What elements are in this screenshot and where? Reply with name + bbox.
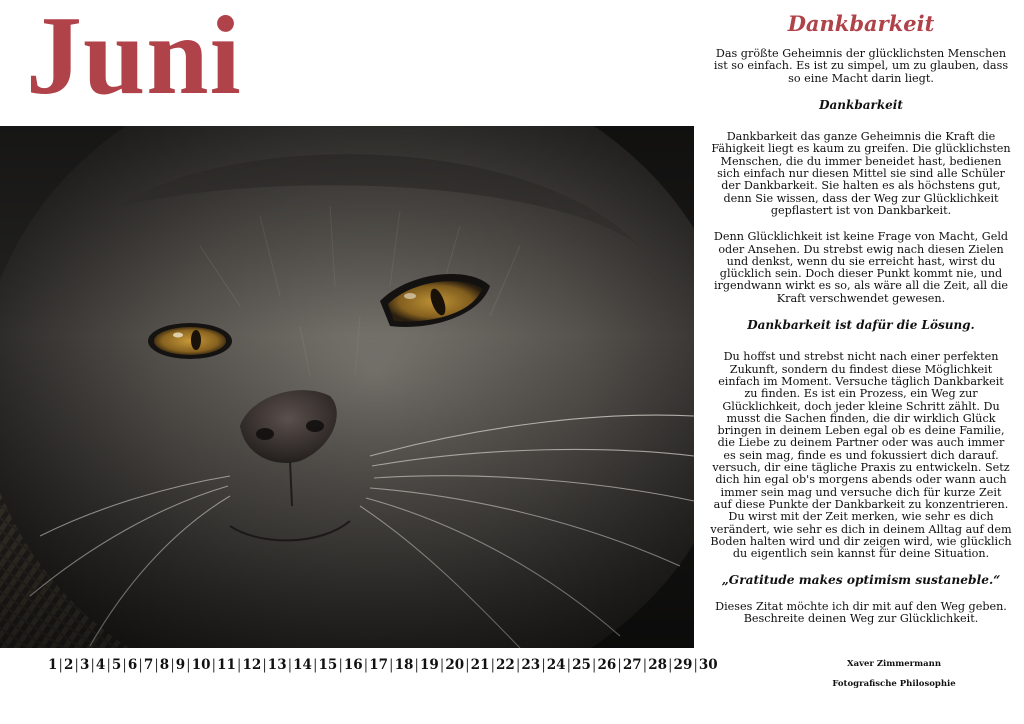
day-16 bbox=[344, 657, 369, 673]
day-number: 10 bbox=[191, 657, 211, 673]
cat-photo bbox=[0, 126, 694, 648]
day-8 bbox=[160, 657, 176, 673]
day-number: 7 bbox=[143, 657, 154, 673]
day-separator: | bbox=[90, 657, 95, 673]
day-separator: | bbox=[122, 657, 127, 673]
day-30 bbox=[699, 657, 718, 673]
day-separator: | bbox=[186, 657, 191, 673]
day-list bbox=[48, 657, 748, 673]
article bbox=[700, 12, 1022, 625]
day-number: 25 bbox=[572, 657, 591, 673]
day-separator: | bbox=[617, 657, 622, 673]
day-25 bbox=[572, 657, 597, 673]
day-number: 23 bbox=[521, 657, 541, 673]
day-number: 13 bbox=[267, 657, 287, 673]
day-separator: | bbox=[642, 657, 648, 673]
day-number: 29 bbox=[673, 657, 693, 673]
day-separator: | bbox=[287, 657, 293, 673]
day-24 bbox=[547, 657, 572, 673]
day-10 bbox=[192, 657, 217, 673]
day-number: 8 bbox=[159, 657, 170, 673]
day-number: 16 bbox=[343, 657, 363, 673]
day-number: 24 bbox=[546, 657, 566, 673]
day-3 bbox=[80, 657, 96, 673]
day-29 bbox=[674, 657, 699, 673]
day-separator: | bbox=[439, 657, 445, 673]
day-23 bbox=[521, 657, 546, 673]
day-14 bbox=[293, 657, 318, 673]
day-number: 17 bbox=[369, 657, 389, 673]
day-separator: | bbox=[389, 657, 394, 673]
day-6 bbox=[128, 657, 144, 673]
day-number: 18 bbox=[394, 657, 414, 673]
day-number: 27 bbox=[622, 657, 642, 673]
day-26 bbox=[597, 657, 622, 673]
day-15 bbox=[319, 657, 344, 673]
day-separator: | bbox=[591, 657, 597, 673]
day-12 bbox=[242, 657, 267, 673]
day-number: 5 bbox=[111, 657, 122, 673]
paragraph-1: Dankbarkeit das ganze Geheimnis die Kraft die Fähigkeit liegt es kaum zu greifen. Die glücklichsten Menschen, die du immer beneidet hast, bedienen sich einfach nur diesen Mittel sie sind alle Schüler der Dankbarkeit. Sie halten es als höchstens gut, denn Sie wissen, dass der Weg zur Glücklichkeit gepflastert ist von Dankbarkeit. bbox=[711, 130, 1011, 217]
day-5 bbox=[112, 657, 128, 673]
day-number: 28 bbox=[648, 657, 667, 673]
day-13 bbox=[268, 657, 293, 673]
quote: „Gratitude makes optimism sustaneble.“ bbox=[721, 573, 1001, 588]
day-17 bbox=[369, 657, 394, 673]
day-separator: | bbox=[106, 657, 111, 673]
closing-paragraph: Dieses Zitat möchte ich dir mit auf den Weg geben. Beschreite deinen Weg zur Glücklichkeit. bbox=[715, 599, 1007, 625]
day-number: 4 bbox=[95, 657, 106, 673]
day-separator: | bbox=[515, 657, 521, 673]
day-28 bbox=[648, 657, 673, 673]
day-number: 15 bbox=[318, 657, 338, 673]
day-number: 20 bbox=[445, 657, 465, 673]
paragraph-3: Du hoffst und strebst nicht nach einer perfekten Zukunft, sondern du findest diese Möglichkeit einfach im Moment. Versuche täglich Dankbarkeit zu finden. Es ist ein Prozess, ein Weg zur Glücklichkeit, doch jeder kleine Schritt zählt. Du musst die Sachen finden, die dir wirklich Glück bringen in deinem Leben egal ob es deine Familie, die Liebe zu deinem Partner oder was auch immer es sein mag, finde es und fokussiert dich darauf. versuch, dir eine tägliche Praxis zu entwickeln. Setz dich hin egal ob's morgens abends oder wann auch immer sein mag und versuche dich für kurze Zeit auf diese Punkte der Dankbarkeit zu konzentrieren. Du wirst mit der Zeit merken, wie sehr es dich verändert, wie sehr es dich in deinem Alltag auf dem Boden halten wird und dir zeigen wird, wie glücklich du eigentlich sein kannst für deine Situation. bbox=[710, 350, 1012, 561]
day-number: 6 bbox=[127, 657, 138, 673]
day-separator: | bbox=[262, 657, 267, 673]
day-18 bbox=[395, 657, 420, 673]
day-number: 9 bbox=[175, 657, 186, 673]
day-number: 26 bbox=[597, 657, 617, 673]
day-separator: | bbox=[170, 657, 175, 673]
author-subtitle: Fotografische Philosophie bbox=[832, 679, 956, 689]
author-name: Xaver Zimmermann bbox=[846, 659, 942, 669]
day-19 bbox=[420, 657, 445, 673]
day-2 bbox=[64, 657, 80, 673]
day-separator: | bbox=[154, 657, 159, 673]
day-number: 30 bbox=[698, 657, 718, 673]
article-title: Dankbarkeit bbox=[787, 11, 935, 36]
day-separator: | bbox=[211, 657, 217, 673]
day-number: 3 bbox=[79, 657, 90, 673]
day-21 bbox=[471, 657, 496, 673]
day-number: 11 bbox=[217, 657, 236, 673]
day-separator: | bbox=[693, 657, 698, 673]
day-4 bbox=[96, 657, 112, 673]
day-separator: | bbox=[312, 657, 318, 673]
day-separator: | bbox=[667, 657, 673, 673]
day-7 bbox=[144, 657, 160, 673]
day-separator: | bbox=[236, 657, 242, 673]
day-separator: | bbox=[363, 657, 369, 673]
intro-paragraph: Das größte Geheimnis der glücklichsten Menschen ist so einfach. Es ist zu simpel, um zu glauben, dass so eine Macht darin liegt. bbox=[713, 47, 1009, 85]
day-number: 2 bbox=[63, 657, 74, 673]
day-separator: | bbox=[566, 657, 572, 673]
subheading-2: Dankbarkeit ist dafür die Lösung. bbox=[747, 318, 975, 333]
month-title: Juni bbox=[26, 0, 242, 118]
day-number: 14 bbox=[293, 657, 312, 673]
subheading-1: Dankbarkeit bbox=[819, 97, 903, 112]
day-22 bbox=[496, 657, 521, 673]
day-number: 1 bbox=[48, 657, 58, 673]
day-separator: | bbox=[74, 657, 79, 673]
day-separator: | bbox=[338, 657, 343, 673]
day-separator: | bbox=[465, 657, 470, 673]
day-number: 19 bbox=[419, 657, 439, 673]
day-separator: | bbox=[541, 657, 546, 673]
day-number: 21 bbox=[470, 657, 490, 673]
day-separator: | bbox=[414, 657, 419, 673]
day-separator: | bbox=[138, 657, 143, 673]
day-11 bbox=[217, 657, 242, 673]
day-1 bbox=[48, 657, 64, 673]
day-separator: | bbox=[490, 657, 496, 673]
day-separator: | bbox=[58, 657, 63, 673]
day-9 bbox=[176, 657, 192, 673]
day-27 bbox=[623, 657, 648, 673]
day-number: 22 bbox=[496, 657, 515, 673]
day-20 bbox=[445, 657, 470, 673]
paragraph-2: Denn Glücklichkeit ist keine Frage von Macht, Geld oder Ansehen. Du strebst ewig nach diesen Zielen und denkst, wenn du sie erreicht hast, wirst du glücklich sein. Doch dieser Punkt kommt nie, und irgendwann wirkt es so, als wäre all die Zeit, all die Kraft verschwendet gewesen. bbox=[713, 230, 1009, 305]
day-number: 12 bbox=[242, 657, 262, 673]
